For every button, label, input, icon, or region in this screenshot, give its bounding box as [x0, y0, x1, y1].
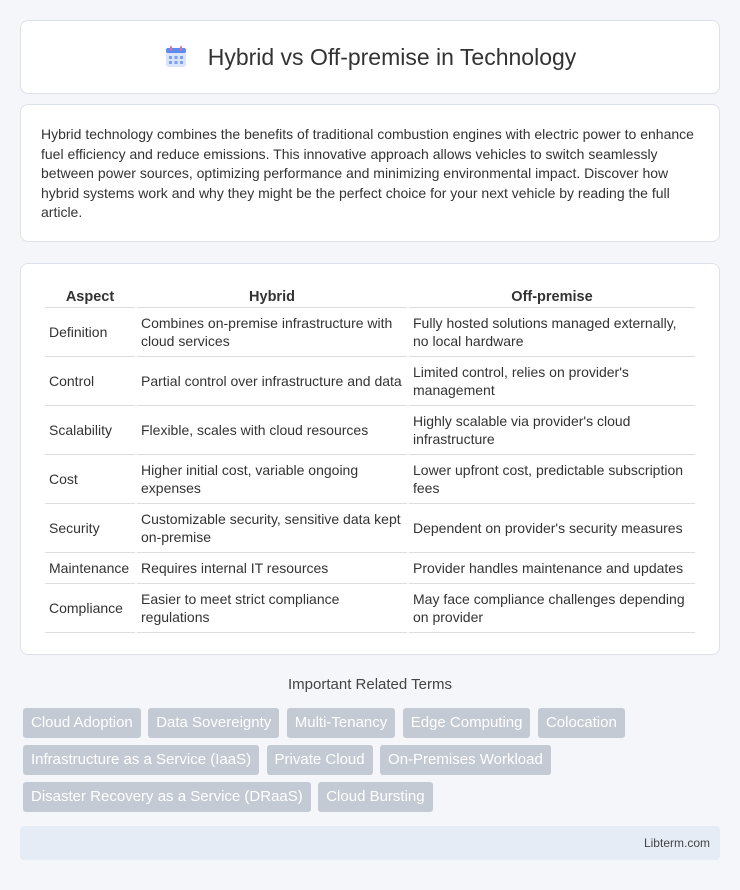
cell-off-premise: Fully hosted solutions managed externally, no local hardware [409, 308, 695, 357]
footer [20, 826, 720, 860]
table-row [45, 357, 695, 406]
cell-off-premise: Limited control, relies on provider's management [409, 357, 695, 406]
calendar-grid-icon [164, 45, 188, 69]
intro-text: Hybrid technology combines the benefits of traditional combustion engines with electric power to enhance fuel efficiency and reduce emissions. This innovative approach allows vehicles to switch seamlessly between power sources, optimizing performance and minimizing environmental impact. Discover how hybrid systems work and why they might be the perfect choice for your next vehicle by reading the full article. [41, 126, 694, 221]
cell-hybrid: Partial control over infrastructure and data [137, 357, 407, 406]
tag-data-sovereignty[interactable]: Data Sovereignty [148, 708, 279, 738]
cell-off-premise: Highly scalable via provider's cloud infrastructure [409, 406, 695, 455]
tag-colocation[interactable]: Colocation [538, 708, 625, 738]
cell-off-premise: May face compliance challenges depending on provider [409, 584, 695, 633]
cell-aspect: Scalability [45, 406, 135, 455]
cell-aspect: Compliance [45, 584, 135, 633]
header-hybrid: Hybrid [137, 284, 407, 308]
table-row [45, 308, 695, 357]
table-row [45, 406, 695, 455]
comparison-table-card [20, 263, 720, 655]
tag-iaas[interactable]: Infrastructure as a Service (IaaS) [23, 745, 259, 775]
table-row [45, 455, 695, 504]
cell-off-premise: Provider handles maintenance and updates [409, 553, 695, 584]
cell-aspect: Cost [45, 455, 135, 504]
header-aspect: Aspect [45, 284, 135, 308]
table-row [45, 504, 695, 553]
cell-hybrid: Higher initial cost, variable ongoing expenses [137, 455, 407, 504]
intro-card [20, 104, 720, 242]
cell-off-premise: Lower upfront cost, predictable subscription fees [409, 455, 695, 504]
cell-aspect: Control [45, 357, 135, 406]
cell-hybrid: Customizable security, sensitive data kept on-premise [137, 504, 407, 553]
cell-hybrid: Requires internal IT resources [137, 553, 407, 584]
cell-aspect: Definition [45, 308, 135, 357]
table-header-row [45, 284, 695, 308]
related-terms-list [23, 708, 723, 819]
cell-hybrid: Easier to meet strict compliance regulations [137, 584, 407, 633]
header-off-premise: Off-premise [409, 284, 695, 308]
cell-hybrid: Flexible, scales with cloud resources [137, 406, 407, 455]
table-row [45, 553, 695, 584]
tag-cloud-adoption[interactable]: Cloud Adoption [23, 708, 141, 738]
cell-aspect: Security [45, 504, 135, 553]
tag-private-cloud[interactable]: Private Cloud [267, 745, 373, 775]
tag-on-premises-workload[interactable]: On-Premises Workload [380, 745, 551, 775]
cell-off-premise: Dependent on provider's security measures [409, 504, 695, 553]
tag-multi-tenancy[interactable]: Multi-Tenancy [287, 708, 396, 738]
cell-aspect: Maintenance [45, 553, 135, 584]
comparison-table [43, 284, 697, 633]
tag-edge-computing[interactable]: Edge Computing [403, 708, 531, 738]
related-terms-title: Important Related Terms [288, 676, 452, 693]
page-title: Hybrid vs Off-premise in Technology [207, 43, 577, 70]
table-row [45, 584, 695, 633]
cell-hybrid: Combines on-premise infrastructure with cloud services [137, 308, 407, 357]
footer-brand[interactable]: Libterm.com [643, 836, 710, 850]
header-card [20, 20, 720, 94]
tag-cloud-bursting[interactable]: Cloud Bursting [318, 782, 432, 812]
tag-draas[interactable]: Disaster Recovery as a Service (DRaaS) [23, 782, 311, 812]
